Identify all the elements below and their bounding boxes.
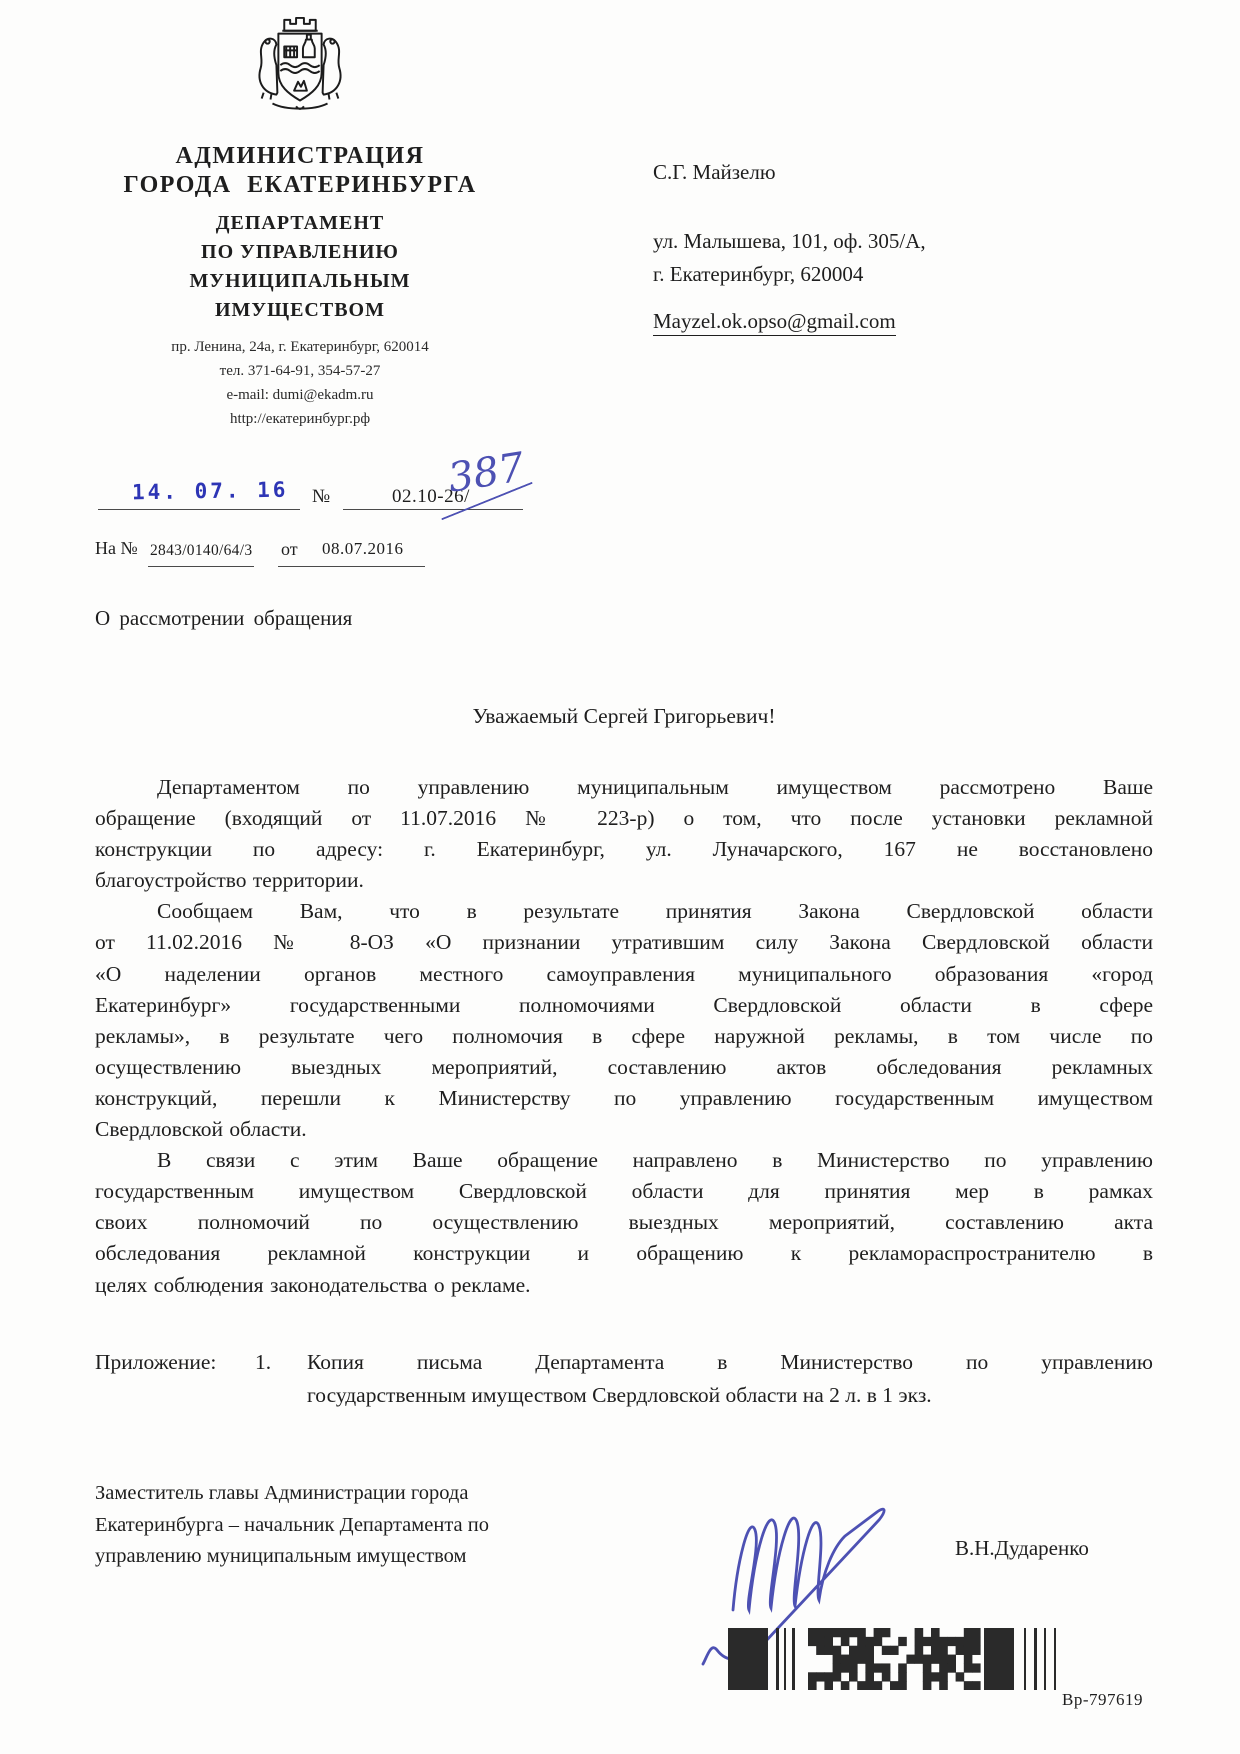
attachment-number: 1. bbox=[255, 1350, 272, 1374]
from-label: от bbox=[281, 539, 298, 559]
contact-phone: тел. 371-64-91, 354-57-27 bbox=[219, 363, 381, 379]
paragraph bbox=[95, 1145, 1153, 1300]
contact-website: http://екатеринбург.рф bbox=[229, 411, 371, 427]
body-line: благоустройство территории. bbox=[95, 868, 364, 893]
barcode bbox=[728, 1628, 1058, 1690]
recipient-block bbox=[653, 160, 1093, 336]
body-line: Департаментом по управлению муниципальным имуществом рассмотрено Ваше bbox=[157, 775, 1153, 799]
date-underline bbox=[98, 509, 300, 510]
subject-line: О рассмотрении обращения bbox=[95, 606, 353, 630]
body-line: конструкций, перешли к Министерству по управлению государственным имуществом bbox=[95, 1085, 1153, 1110]
body-line: Екатеринбург» государственными полномочиями Свердловской области в сфере bbox=[95, 992, 1153, 1017]
body-line: конструкции по адресу: г. Екатеринбург, ул. Луначарского, 167 не восстановлено bbox=[95, 837, 1153, 862]
reply-date-underline bbox=[278, 566, 425, 567]
signatory-title-line: Екатеринбурга – начальник Департамента по bbox=[95, 1513, 489, 1536]
number-sign-label: № bbox=[312, 486, 331, 507]
department-line: МУНИЦИПАЛЬНЫМ bbox=[189, 270, 411, 292]
body-line: от 11.02.2016 № 8-ОЗ «О признании утратившим силу Закона Свердловской области bbox=[95, 930, 1153, 955]
attachment-block bbox=[95, 1346, 1153, 1412]
registration-date-stamp: 14. 07. 16 bbox=[131, 477, 289, 505]
attachment-text bbox=[307, 1346, 1153, 1412]
attachment-label: Приложение: bbox=[95, 1350, 217, 1374]
department-line: ИМУЩЕСТВОМ bbox=[215, 299, 385, 321]
paragraph bbox=[95, 896, 1153, 1145]
reply-number-underline bbox=[148, 566, 254, 567]
body-line: «О наделении органов местного самоуправления муниципального образования «город bbox=[95, 961, 1153, 986]
body-line: Свердловской области. bbox=[95, 1117, 307, 1142]
body-line: рекламы», в результате чего полномочия в сфере наружной рекламы, в том числе по bbox=[95, 1023, 1153, 1048]
recipient-address-line1: ул. Малышева, 101, оф. 305/А, bbox=[653, 229, 926, 253]
letter-body bbox=[95, 772, 1153, 1301]
paragraph bbox=[95, 772, 1153, 896]
attachment-line: государственным имуществом Свердловской области на 2 л. в 1 экз. bbox=[307, 1383, 932, 1407]
handwritten-number: 387 bbox=[444, 444, 528, 502]
contact-email: e-mail: dumi@ekadm.ru bbox=[226, 387, 374, 403]
org-name-line2: ГОРОДА ЕКАТЕРИНБУРГА bbox=[123, 172, 477, 198]
attachment-line: Копия письма Департамента в Министерство по управлению bbox=[307, 1350, 1153, 1374]
recipient-email: Mayzel.ok.opso@gmail.com bbox=[653, 309, 896, 336]
coat-of-arms-icon bbox=[231, 14, 369, 130]
body-line: государственным имуществом Свердловской области для принятия мер в рамках bbox=[95, 1179, 1153, 1204]
reply-to-label: На № bbox=[95, 538, 138, 558]
body-line: обращение (входящий от 11.07.2016 № 223-р) о том, что после установки рекламной bbox=[95, 806, 1153, 831]
department-line: ДЕПАРТАМЕНТ bbox=[215, 212, 385, 234]
reply-to-number: 2843/0140/64/3 bbox=[150, 542, 253, 559]
recipient-address-line2: г. Екатеринбург, 620004 bbox=[653, 262, 864, 286]
body-line: В связи с этим Ваше обращение направлено в Министерство по управлению bbox=[157, 1148, 1153, 1173]
body-line: своих полномочий по осуществлению выездных мероприятий, составлению акта bbox=[95, 1210, 1153, 1235]
body-line: Сообщаем Вам, что в результате принятия Закона Свердловской области bbox=[157, 899, 1153, 924]
reply-date: 08.07.2016 bbox=[322, 539, 404, 558]
org-name-line1: АДМИНИСТРАЦИЯ bbox=[175, 143, 425, 169]
department-name bbox=[85, 209, 515, 325]
recipient-name: С.Г. Майзелю bbox=[653, 160, 776, 184]
signatory-title-line: Заместитель главы Администрации города bbox=[95, 1482, 469, 1504]
contact-address: пр. Ленина, 24а, г. Екатеринбург, 620014 bbox=[171, 339, 429, 355]
letterhead-contacts bbox=[85, 335, 515, 431]
body-line: обследования рекламной конструкции и обращению к рекламораспространителю в bbox=[95, 1241, 1153, 1266]
signatory-name: В.Н.Дударенко bbox=[955, 1536, 1089, 1560]
salutation: Уважаемый Сергей Григорьевич! bbox=[472, 704, 776, 728]
signatory-title bbox=[95, 1478, 595, 1573]
body-line: целях соблюдения законодательства о рекламе. bbox=[95, 1272, 531, 1297]
department-line: ПО УПРАВЛЕНИЮ bbox=[201, 241, 399, 263]
signatory-title-line: управлению муниципальным имуществом bbox=[95, 1545, 467, 1567]
letterhead bbox=[85, 14, 515, 431]
number-underline bbox=[343, 509, 523, 510]
outgoing-number: 02.10-26/ bbox=[392, 486, 470, 507]
body-line: осуществлению выездных мероприятий, составлению актов обследования рекламных bbox=[95, 1054, 1153, 1079]
barcode-label: Вр-797619 bbox=[1062, 1690, 1143, 1709]
